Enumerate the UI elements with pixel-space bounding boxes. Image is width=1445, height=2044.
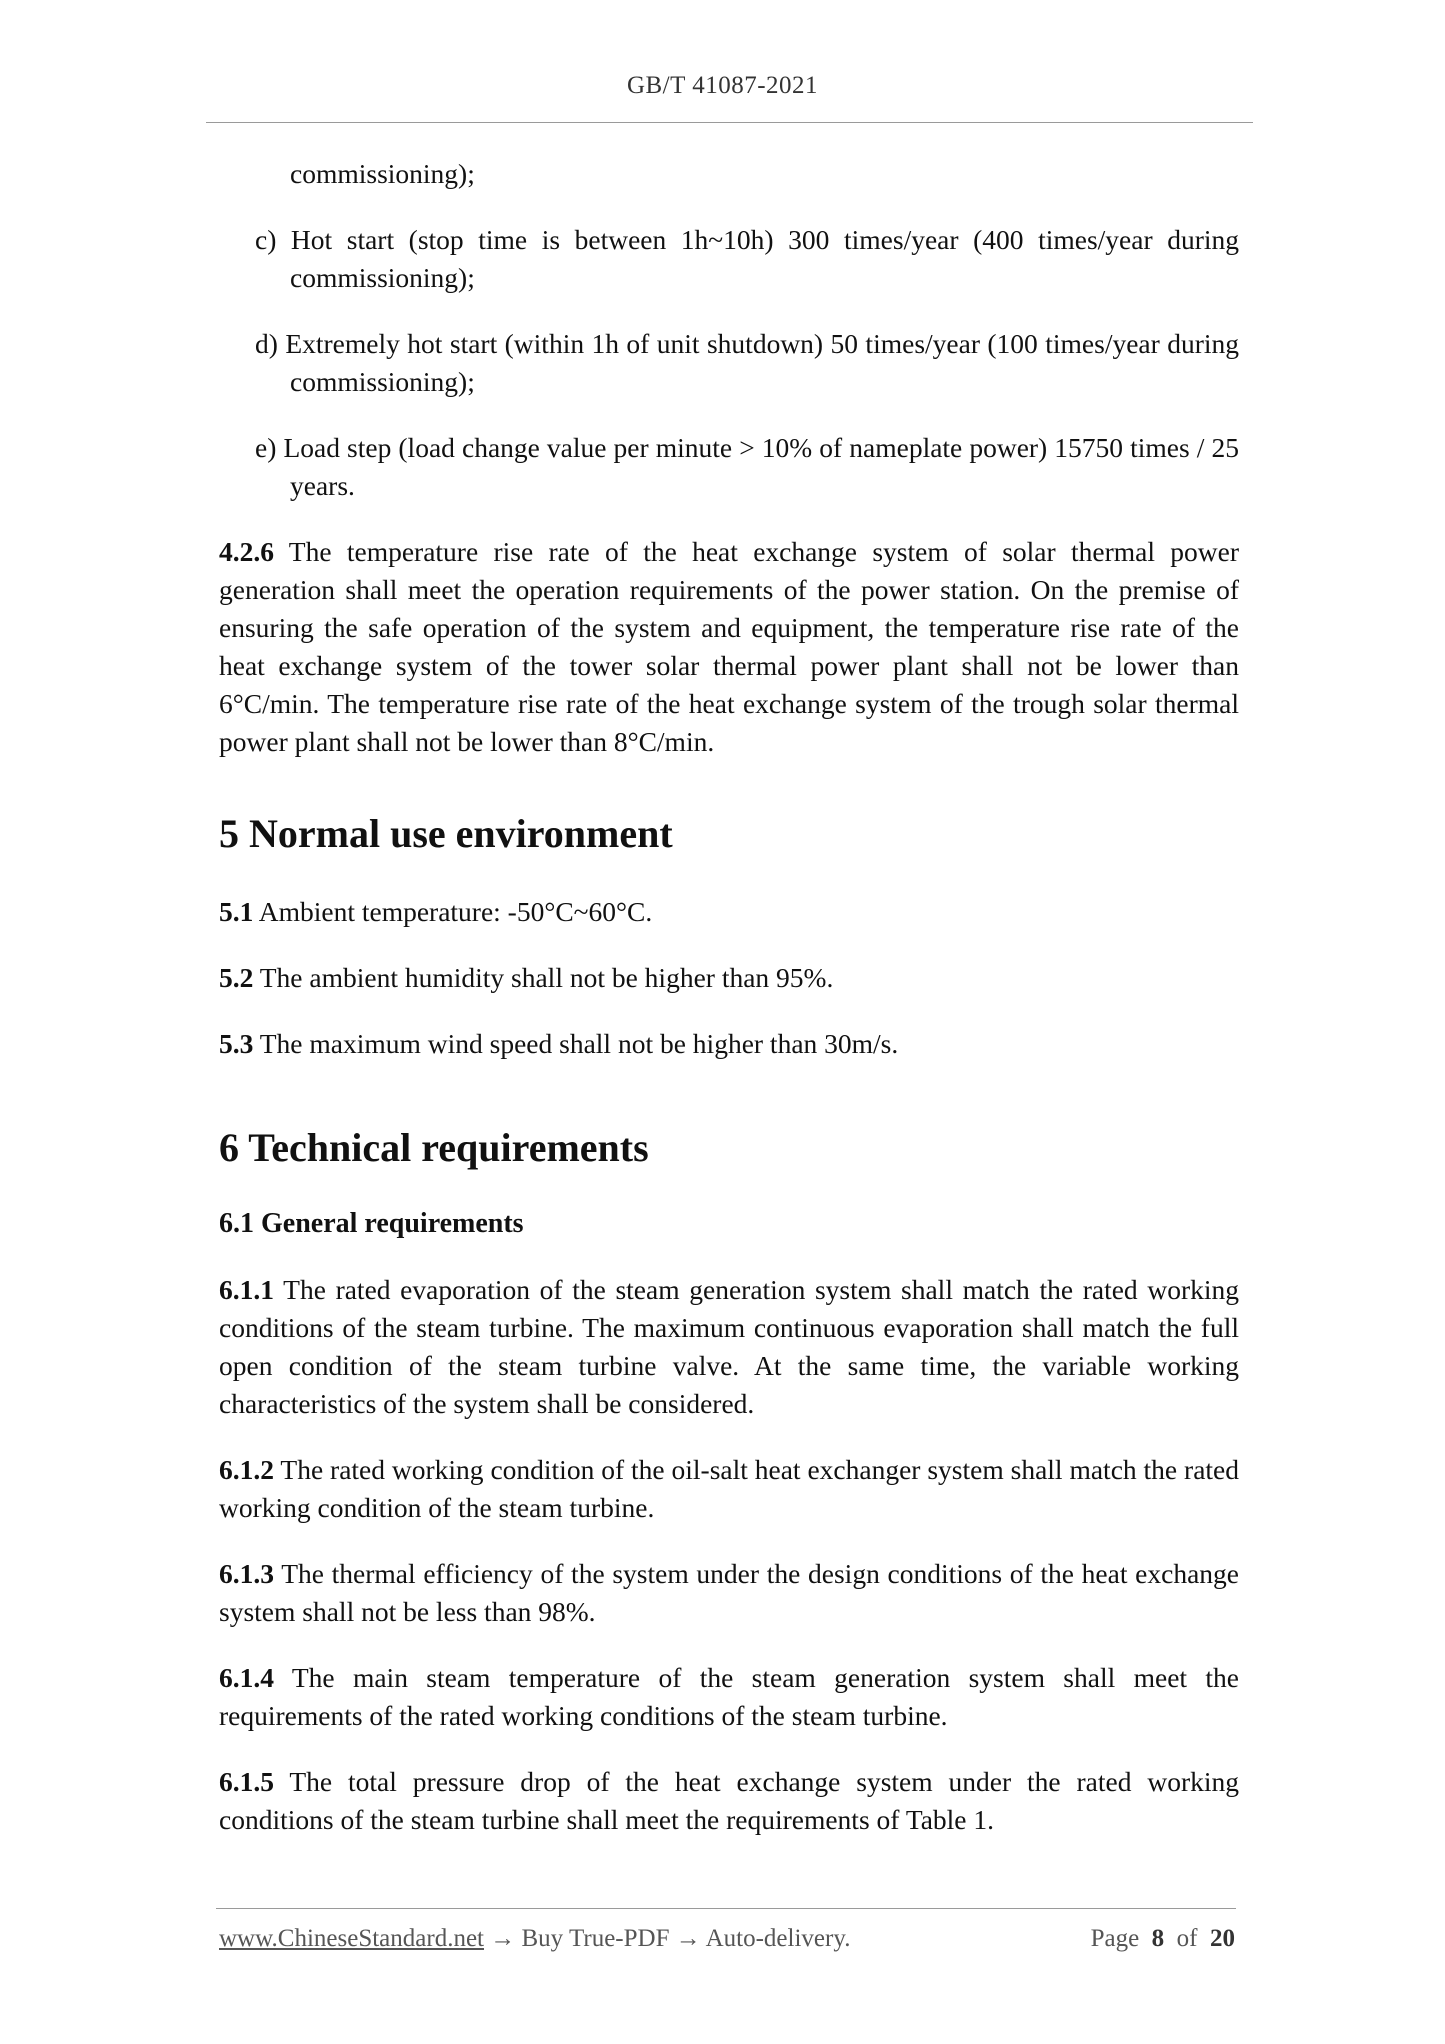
list-item-e: e) Load step (load change value per minute > 10% of nameplate power) 15750 times / 25 years. [255,432,1239,501]
current-page: 8 [1151,1925,1165,1952]
document-id: GB/T 41087-2021 [626,72,819,99]
clause-number: 5.2 [219,962,254,993]
list-item-b-continuation: commissioning); [290,158,475,189]
clause-text: The temperature rise rate of the heat exchange system of solar thermal power generation shall meet the operation requirements of the power station. On the premise of ensuring the safe operation of the system and equipment, the temperature rise rate of the heat exchange system of the tower solar thermal power plant shall not be lower than 6°C/min. The temperature rise rate of the heat exchange system of the trough solar thermal power plant shall not be lower than 8°C/min. [219,536,1239,757]
list-item-d: d) Extremely hot start (within 1h of unit shutdown) 50 times/year (100 times/year during commissioning); [255,328,1239,397]
clause-number: 6.1.4 [219,1662,274,1693]
page-number: Page 8 of 20 [1090,1925,1235,1952]
clause-6-1-3 [219,1555,1239,1631]
footer-divider [216,1908,1236,1909]
clause-text: The ambient humidity shall not be higher than 95%. [253,962,834,993]
clause-number: 5.3 [219,1028,254,1059]
total-pages: 20 [1210,1925,1235,1952]
auto-delivery-text: Auto-delivery. [705,1925,851,1952]
page-header [0,72,1445,100]
clause-number: 4.2.6 [219,536,274,567]
clause-5-1 [219,893,1239,931]
clause-6-1-2 [219,1451,1239,1527]
buy-pdf-text: Buy True-PDF [521,1925,670,1952]
clause-number: 6.1.2 [219,1454,274,1485]
arrow-icon: → [669,1925,706,1952]
clause-4-2-6 [219,533,1239,761]
clause-number: 6.1.1 [219,1274,274,1305]
clause-6-1-4 [219,1659,1239,1735]
clause-text: The maximum wind speed shall not be higher than 30m/s. [253,1028,899,1059]
clause-text: The rated evaporation of the steam generation system shall match the rated working conditions of the steam turbine. The maximum continuous evaporation shall match the full open condition of the steam turbine valve. At the same time, the variable working characteristics of the system shall be considered. [219,1274,1239,1419]
clause-5-3 [219,1025,1239,1063]
section-6-1-heading: 6.1 General requirements [219,1208,524,1239]
page-footer [219,1925,1235,1953]
clause-text: The total pressure drop of the heat exchange system under the rated working conditions of the steam turbine shall meet the requirements of Table 1. [219,1766,1239,1835]
clause-number: 6.1.3 [219,1558,274,1589]
clause-6-1-5 [219,1763,1239,1839]
arrow-icon: → [484,1925,522,1952]
section-5-heading: 5 Normal use environment [219,811,673,856]
clause-number: 5.1 [219,896,254,927]
header-divider [206,122,1253,123]
clause-number: 6.1.5 [219,1766,274,1797]
list-item-c: c) Hot start (stop time is between 1h~10h) 300 times/year (400 times/year during commissioning); [255,224,1239,293]
clause-text: The rated working condition of the oil-salt heat exchanger system shall match the rated working condition of the steam turbine. [219,1454,1239,1523]
website-link[interactable]: www.ChineseStandard.net [219,1925,484,1952]
clause-5-2 [219,959,1239,997]
clause-text: The thermal efficiency of the system under the design conditions of the heat exchange system shall not be less than 98%. [219,1558,1239,1627]
page-content [219,155,1239,1839]
clause-6-1-1 [219,1271,1239,1423]
clause-text: Ambient temperature: -50°C~60°C. [253,896,653,927]
section-6-heading: 6 Technical requirements [219,1125,649,1170]
clause-text: The main steam temperature of the steam generation system shall meet the requirements of the rated working conditions of the steam turbine. [219,1662,1239,1731]
